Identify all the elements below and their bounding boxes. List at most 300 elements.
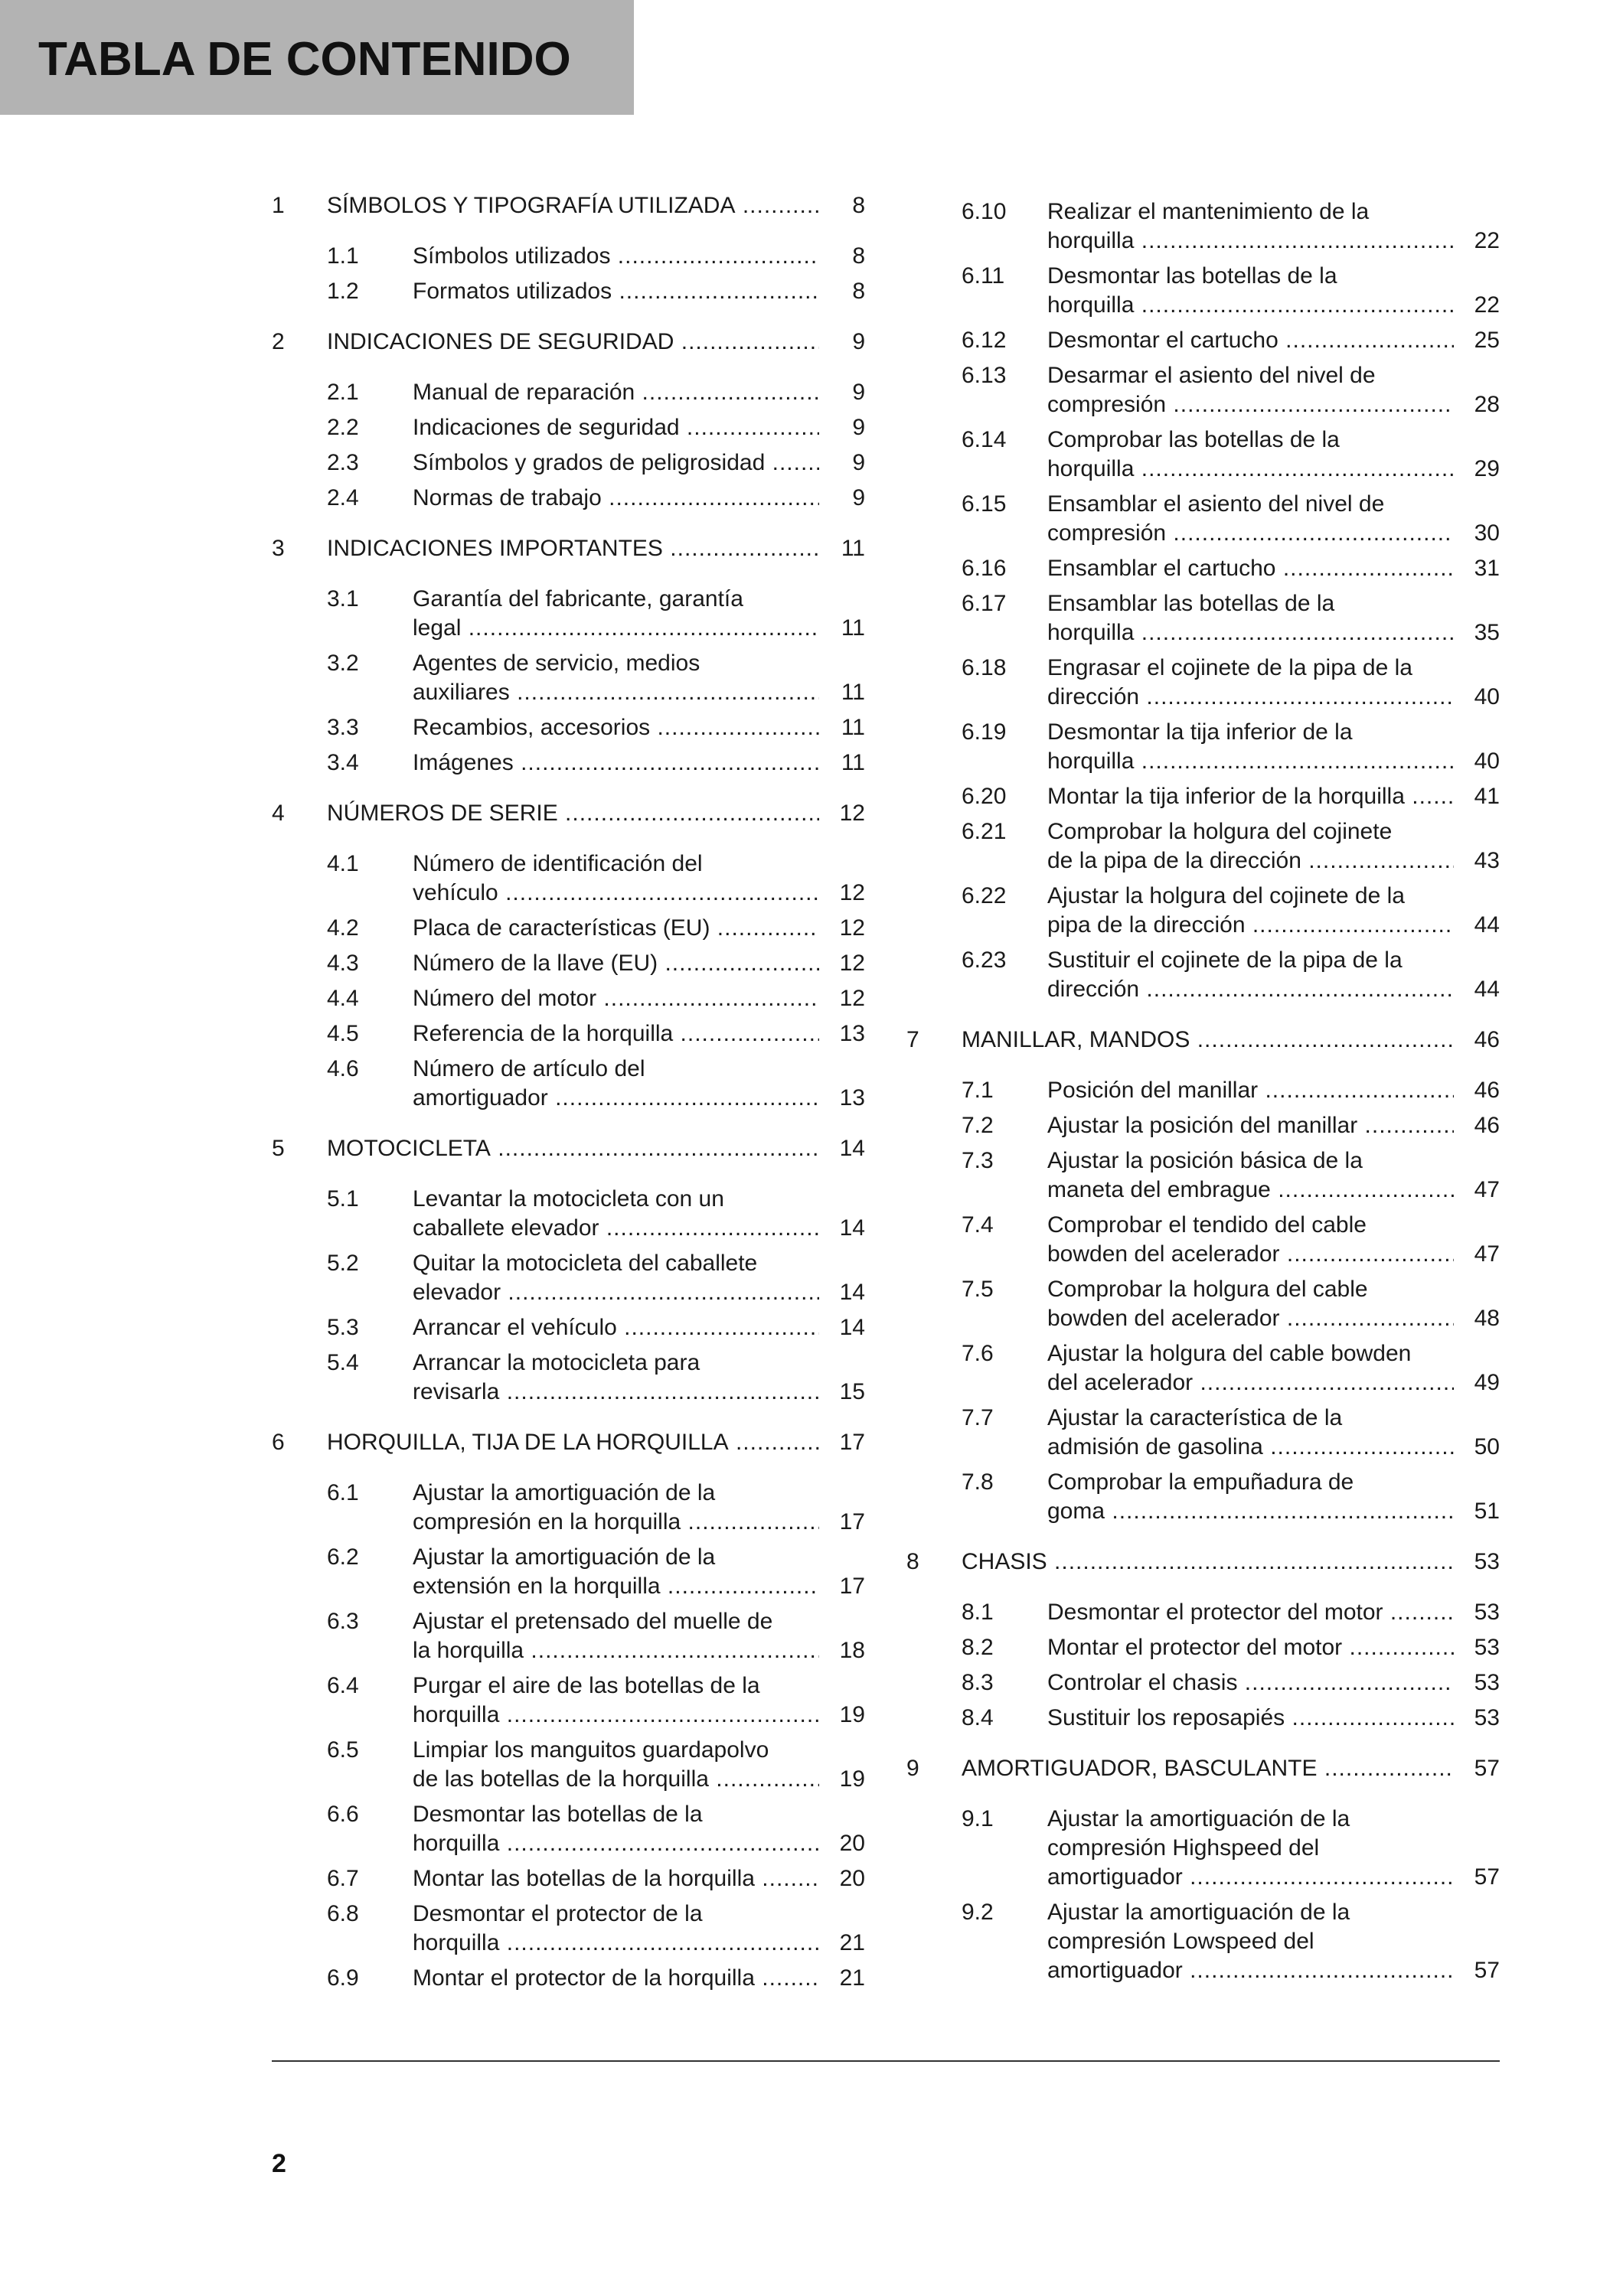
- toc-entry-number: 2.3: [327, 450, 359, 475]
- toc-section-entry[interactable]: [272, 585, 865, 643]
- toc-entry-title-line: INDICACIONES IMPORTANTES .....: [327, 534, 819, 563]
- toc-entry-page: 8: [844, 277, 865, 306]
- toc-entry-title: [413, 1671, 865, 1730]
- toc-entry-page: 8: [844, 242, 865, 271]
- toc-section-entry[interactable]: [906, 817, 1500, 876]
- toc-entry-number: 6.23: [962, 947, 1007, 973]
- toc-entry-number: 1.1: [327, 243, 359, 269]
- toc-entry-title: [413, 1313, 865, 1342]
- toc-entry-number: 4.1: [327, 851, 359, 876]
- toc-entry-title: [413, 649, 865, 707]
- toc-entry-title: [962, 1754, 1500, 1783]
- toc-entry-number: 7.6: [962, 1341, 994, 1366]
- toc-entry-title-line: Manual de reparación .....: [413, 378, 819, 407]
- toc-entry-title-line: Quitar la motocicleta del caballete: [413, 1251, 758, 1276]
- toc-chapter-entry[interactable]: [272, 534, 865, 563]
- toc-entry-number: 8.4: [962, 1705, 994, 1730]
- toc-entry-title-line: Ensamblar las botellas de la: [1047, 591, 1335, 616]
- toc-section-entry[interactable]: [272, 1671, 865, 1730]
- toc-entry-title-line: horquilla .....: [413, 1701, 819, 1730]
- toc-entry-title: [1047, 1668, 1500, 1698]
- toc-entry-title-line: Indicaciones de seguridad .....: [413, 413, 819, 442]
- toc-entry-page: 9: [844, 413, 865, 442]
- toc-entry-title-line: MANILLAR, MANDOS .....: [962, 1026, 1454, 1055]
- toc-section-entry[interactable]: [272, 713, 865, 742]
- toc-section-entry[interactable]: [272, 914, 865, 943]
- toc-chapter-entry[interactable]: [272, 191, 865, 220]
- toc-entry-page: 47: [1467, 1240, 1500, 1269]
- toc-entry-number: 7.7: [962, 1405, 994, 1430]
- toc-section-entry[interactable]: [272, 1313, 865, 1342]
- toc-entry-page: 51: [1467, 1497, 1500, 1526]
- toc-entry-page: 14: [832, 1313, 865, 1342]
- toc-entry-title-line: Desmontar las botellas de la: [413, 1802, 703, 1827]
- toc-entry-number: 5: [272, 1136, 285, 1161]
- toc-entry-number: 2.2: [327, 415, 359, 440]
- toc-entry-page: 18: [832, 1636, 865, 1665]
- toc-entry-page: 12: [832, 949, 865, 978]
- toc-entry-title: [413, 850, 865, 908]
- toc-entry-page: 13: [832, 1084, 865, 1113]
- toc-entry-title-line: HORQUILLA, TIJA DE LA HORQUILLA .....: [327, 1428, 819, 1457]
- toc-entry-number: 3.2: [327, 651, 359, 676]
- toc-entry-title-line: horquilla .....: [1047, 227, 1454, 256]
- toc-entry-title-line: del acelerador .....: [1047, 1368, 1454, 1397]
- toc-section-entry[interactable]: [272, 1864, 865, 1893]
- toc-entry-number: 1.2: [327, 279, 359, 304]
- toc-entry-title-line: compresión .....: [1047, 390, 1454, 419]
- toc-entry-title-line: horquilla .....: [1047, 618, 1454, 647]
- toc-entry-page: 17: [832, 1572, 865, 1601]
- footer-divider: [272, 2060, 1500, 2062]
- toc-entry-title: [1047, 589, 1500, 647]
- toc-entry-number: 6.10: [962, 199, 1007, 224]
- toc-entry-title: [413, 748, 865, 778]
- toc-entry-number: 6.11: [962, 263, 1005, 289]
- toc-entry-page: 40: [1467, 747, 1500, 776]
- toc-entry-title: [1047, 718, 1500, 776]
- toc-entry-page: 14: [832, 1278, 865, 1307]
- toc-entry-title-line: Recambios, accesorios .....: [413, 713, 819, 742]
- toc-entry-page: 53: [1467, 1598, 1500, 1627]
- toc-entry-number: 9.1: [962, 1806, 994, 1831]
- toc-entry-title-line: Ajustar la holgura del cable bowden: [1047, 1341, 1412, 1366]
- toc-entry-title-line: Desarmar el asiento del nivel de: [1047, 363, 1376, 388]
- toc-entry-number: 6.13: [962, 363, 1007, 388]
- toc-entry-title-line: Sustituir el cojinete de la pipa de la: [1047, 947, 1403, 973]
- toc-entry-title-line: Comprobar el tendido del cable: [1047, 1212, 1367, 1238]
- toc-entry-number: 3.3: [327, 715, 359, 740]
- toc-entry-title-line: bowden del acelerador .....: [1047, 1304, 1454, 1333]
- toc-entry-page: 48: [1467, 1304, 1500, 1333]
- toc-section-entry[interactable]: [906, 589, 1500, 647]
- toc-entry-number: 2: [272, 329, 285, 354]
- toc-section-entry[interactable]: [906, 882, 1500, 940]
- toc-entry-title: [1047, 1146, 1500, 1205]
- toc-entry-title: [413, 949, 865, 978]
- toc-entry-page: 21: [832, 1964, 865, 1993]
- toc-section-entry[interactable]: [906, 654, 1500, 712]
- toc-entry-number: 8: [906, 1549, 919, 1574]
- toc-entry-title: [413, 984, 865, 1013]
- toc-entry-page: 17: [832, 1428, 865, 1457]
- toc-entry-title: [1047, 1898, 1500, 1985]
- toc-section-entry[interactable]: [272, 378, 865, 407]
- toc-section-entry[interactable]: [272, 1479, 865, 1537]
- toc-entry-page: 46: [1467, 1026, 1500, 1055]
- toc-section-entry[interactable]: [272, 242, 865, 271]
- toc-section-entry[interactable]: [906, 782, 1500, 811]
- toc-entry-title-line: Comprobar la holgura del cojinete: [1047, 819, 1393, 844]
- toc-entry-title: [1047, 326, 1500, 355]
- toc-entry-page: 20: [832, 1829, 865, 1858]
- toc-entry-page: 25: [1467, 326, 1500, 355]
- toc-entry-number: 4.3: [327, 951, 359, 976]
- toc-entry-title: [1047, 946, 1500, 1004]
- toc-entry-title-line: Arrancar el vehículo .....: [413, 1313, 819, 1342]
- toc-entry-title-line: amortiguador .....: [1047, 1956, 1454, 1985]
- toc-entry-page: 9: [844, 328, 865, 357]
- toc-entry-title-line: de la pipa de la dirección .....: [1047, 846, 1454, 876]
- toc-entry-title-line: Ajustar la característica de la: [1047, 1405, 1343, 1430]
- toc-entry-title: [1047, 197, 1500, 256]
- toc-entry-number: 8.3: [962, 1670, 994, 1695]
- toc-entry-title: [413, 1900, 865, 1958]
- toc-entry-number: 8.1: [962, 1600, 994, 1625]
- toc-entry-title: [1047, 1275, 1500, 1333]
- toc-entry-title-line: dirección .....: [1047, 683, 1454, 712]
- toc-section-entry[interactable]: [272, 1543, 865, 1601]
- toc-section-entry[interactable]: [272, 1607, 865, 1665]
- toc-entry-number: 6.18: [962, 655, 1007, 680]
- toc-entry-title: [413, 484, 865, 513]
- toc-section-entry[interactable]: [906, 554, 1500, 583]
- toc-chapter-entry[interactable]: [272, 1134, 865, 1163]
- toc-entry-title-line: Ajustar el pretensado del muelle de: [413, 1609, 773, 1634]
- toc-section-entry[interactable]: [906, 1468, 1500, 1526]
- toc-entry-page: 31: [1467, 554, 1500, 583]
- toc-entry-title-line: Referencia de la horquilla .....: [413, 1019, 819, 1049]
- toc-section-entry[interactable]: [272, 1800, 865, 1858]
- toc-entry-title: [413, 1479, 865, 1537]
- toc-entry-title-line: Engrasar el cojinete de la pipa de la: [1047, 655, 1412, 680]
- toc-section-entry[interactable]: [906, 1898, 1500, 1985]
- toc-entry-title: [413, 1736, 865, 1794]
- toc-entry-title-line: Ensamblar el asiento del nivel de: [1047, 491, 1385, 517]
- toc-entry-title: [327, 328, 865, 357]
- toc-section-entry[interactable]: [272, 1249, 865, 1307]
- toc-entry-number: 6.22: [962, 883, 1007, 908]
- toc-entry-title: [413, 1800, 865, 1858]
- toc-entry-title: [413, 413, 865, 442]
- toc-entry-title: [327, 191, 865, 220]
- toc-entry-number: 6.15: [962, 491, 1007, 517]
- toc-column-left: [272, 191, 865, 1993]
- toc-entry-title: [413, 378, 865, 407]
- toc-entry-title-line: Montar las botellas de la horquilla .....: [413, 1864, 819, 1893]
- toc-entry-number: 7.1: [962, 1078, 994, 1103]
- toc-chapter-entry[interactable]: [906, 1548, 1500, 1577]
- toc-entry-number: 4.4: [327, 986, 359, 1011]
- toc-entry-number: 6.20: [962, 784, 1007, 809]
- toc-entry-number: 6: [272, 1430, 285, 1455]
- toc-entry-page: 11: [834, 614, 865, 643]
- toc-entry-title-line: compresión Lowspeed del: [1047, 1929, 1314, 1954]
- toc-section-entry[interactable]: [906, 1076, 1500, 1105]
- toc-entry-title-line: Normas de trabajo .....: [413, 484, 819, 513]
- toc-entry-title: [413, 713, 865, 742]
- toc-section-entry[interactable]: [906, 262, 1500, 320]
- toc-entry-number: 7.8: [962, 1469, 994, 1495]
- toc-entry-number: 3.4: [327, 750, 359, 775]
- toc-entry-title-line: horquilla .....: [1047, 747, 1454, 776]
- toc-entry-title-line: legal .....: [413, 614, 819, 643]
- toc-entry-title: [413, 585, 865, 643]
- toc-entry-title-line: Símbolos y grados de peligrosidad .....: [413, 448, 819, 478]
- toc-entry-page: 35: [1467, 618, 1500, 647]
- toc-entry-title-line: Ajustar la amortiguación de la: [1047, 1806, 1350, 1831]
- toc-section-entry[interactable]: [272, 850, 865, 908]
- toc-entry-title: [413, 1019, 865, 1049]
- toc-section-entry[interactable]: [272, 484, 865, 513]
- toc-entry-page: 11: [834, 534, 865, 563]
- toc-entry-page: 53: [1467, 1704, 1500, 1733]
- toc-section-entry[interactable]: [272, 277, 865, 306]
- toc-section-entry[interactable]: [906, 326, 1500, 355]
- toc-entry-title: [327, 1134, 865, 1163]
- toc-entry-page: 57: [1467, 1863, 1500, 1892]
- toc-entry-title: [327, 799, 865, 828]
- toc-entry-number: 6.1: [327, 1480, 359, 1505]
- toc-section-entry[interactable]: [906, 1111, 1500, 1140]
- toc-section-entry[interactable]: [906, 426, 1500, 484]
- toc-entry-title-line: Número del motor .....: [413, 984, 819, 1013]
- toc-entry-title: [1047, 1111, 1500, 1140]
- toc-entry-number: 3.1: [327, 586, 359, 612]
- toc-entry-page: 57: [1467, 1754, 1500, 1783]
- toc-entry-page: 43: [1467, 846, 1500, 876]
- toc-entry-title-line: revisarla .....: [413, 1378, 819, 1407]
- toc-entry-page: 22: [1467, 291, 1500, 320]
- toc-entry-title-line: caballete elevador .....: [413, 1214, 819, 1243]
- toc-section-entry[interactable]: [906, 1704, 1500, 1733]
- page-title: TABLA DE CONTENIDO: [38, 33, 571, 86]
- toc-entry-title-line: INDICACIONES DE SEGURIDAD .....: [327, 328, 819, 357]
- toc-entry-title-line: horquilla .....: [413, 1829, 819, 1858]
- toc-entry-title-line: Levantar la motocicleta con un: [413, 1186, 724, 1212]
- toc-entry-page: 12: [832, 799, 865, 828]
- toc-entry-page: 44: [1467, 911, 1500, 940]
- toc-entry-page: 20: [832, 1864, 865, 1893]
- toc-entry-page: 53: [1467, 1548, 1500, 1577]
- toc-entry-title-line: Placa de características (EU) .....: [413, 914, 819, 943]
- toc-entry-page: 53: [1467, 1633, 1500, 1662]
- toc-entry-title-line: Desmontar la tija inferior de la: [1047, 719, 1353, 745]
- toc-entry-title-line: CHASIS .....: [962, 1548, 1454, 1577]
- toc-entry-page: 15: [832, 1378, 865, 1407]
- toc-entry-title: [1047, 1805, 1500, 1892]
- toc-entry-number: 6.3: [327, 1609, 359, 1634]
- toc-entry-title-line: Ajustar la holgura del cojinete de la: [1047, 883, 1405, 908]
- toc-section-entry[interactable]: [906, 1211, 1500, 1269]
- toc-entry-number: 6.8: [327, 1901, 359, 1926]
- toc-entry-title: [327, 1428, 865, 1457]
- toc-section-entry[interactable]: [906, 490, 1500, 548]
- toc-entry-title-line: horquilla .....: [1047, 291, 1454, 320]
- toc-entry-title-line: goma .....: [1047, 1497, 1454, 1526]
- toc-section-entry[interactable]: [906, 1146, 1500, 1205]
- toc-section-entry[interactable]: [906, 1598, 1500, 1627]
- toc-section-entry[interactable]: [906, 1668, 1500, 1698]
- toc-entry-page: 9: [844, 378, 865, 407]
- toc-entry-title: [1047, 1211, 1500, 1269]
- toc-entry-page: 49: [1467, 1368, 1500, 1397]
- toc-section-entry[interactable]: [272, 448, 865, 478]
- toc-entry-page: 46: [1467, 1076, 1500, 1105]
- toc-entry-title: [1047, 426, 1500, 484]
- toc-entry-title: [1047, 782, 1500, 811]
- toc-section-entry[interactable]: [272, 1736, 865, 1794]
- toc-entry-title-line: Sustituir los reposapiés .....: [1047, 1704, 1454, 1733]
- toc-section-entry[interactable]: [272, 748, 865, 778]
- toc-entry-page: 17: [832, 1508, 865, 1537]
- toc-chapter-entry[interactable]: [272, 328, 865, 357]
- toc-entry-number: 5.1: [327, 1186, 359, 1212]
- toc-section-entry[interactable]: [906, 1339, 1500, 1397]
- toc-entry-page: 13: [832, 1019, 865, 1049]
- toc-entry-title: [413, 1543, 865, 1601]
- toc-entry-title-line: Purgar el aire de las botellas de la: [413, 1673, 760, 1698]
- toc-entry-page: 19: [832, 1701, 865, 1730]
- toc-chapter-entry[interactable]: [272, 799, 865, 828]
- toc-entry-number: 6.12: [962, 328, 1007, 353]
- toc-entry-number: 7.3: [962, 1148, 994, 1173]
- toc-entry-page: 9: [844, 484, 865, 513]
- toc-section-entry[interactable]: [272, 413, 865, 442]
- toc-entry-title: [1047, 654, 1500, 712]
- toc-section-entry[interactable]: [906, 946, 1500, 1004]
- toc-section-entry[interactable]: [272, 1964, 865, 1993]
- toc-entry-page: 57: [1467, 1956, 1500, 1985]
- toc-entry-number: 5.4: [327, 1350, 359, 1375]
- toc-entry-number: 4.6: [327, 1056, 359, 1081]
- toc-section-entry[interactable]: [272, 649, 865, 707]
- toc-entry-number: 2.4: [327, 485, 359, 510]
- toc-entry-title: [1047, 1404, 1500, 1462]
- toc-entry-number: 6.4: [327, 1673, 359, 1698]
- toc-entry-title-line: Desmontar las botellas de la: [1047, 263, 1337, 289]
- toc-entry-page: 11: [834, 678, 865, 707]
- toc-entry-page: 50: [1467, 1433, 1500, 1462]
- toc-section-entry[interactable]: [272, 1900, 865, 1958]
- toc-entry-title-line: bowden del acelerador .....: [1047, 1240, 1454, 1269]
- toc-entry-title-line: amortiguador .....: [1047, 1863, 1454, 1892]
- toc-entry-number: 6.6: [327, 1802, 359, 1827]
- toc-entry-number: 7: [906, 1027, 919, 1052]
- toc-chapter-entry[interactable]: [272, 1428, 865, 1457]
- toc-entry-page: 14: [832, 1134, 865, 1163]
- toc-entry-title-line: elevador .....: [413, 1278, 819, 1307]
- toc-section-entry[interactable]: [906, 718, 1500, 776]
- toc-entry-title: [413, 448, 865, 478]
- toc-entry-number: 6.5: [327, 1737, 359, 1763]
- toc-entry-title-line: Ajustar la amortiguación de la: [413, 1480, 716, 1505]
- toc-entry-title-line: compresión Highspeed del: [1047, 1835, 1320, 1861]
- toc-entry-title: [1047, 1704, 1500, 1733]
- toc-chapter-entry[interactable]: [906, 1754, 1500, 1783]
- toc-entry-title: [1047, 262, 1500, 320]
- toc-section-entry[interactable]: [906, 1805, 1500, 1892]
- toc-entry-title: [962, 1026, 1500, 1055]
- toc-entry-title: [413, 1864, 865, 1893]
- toc-section-entry[interactable]: [906, 361, 1500, 419]
- toc-entry-number: 5.2: [327, 1251, 359, 1276]
- toc-section-entry[interactable]: [906, 1633, 1500, 1662]
- toc-entry-page: 21: [832, 1929, 865, 1958]
- toc-entry-title: [413, 1607, 865, 1665]
- toc-entry-title: [413, 1249, 865, 1307]
- toc-entry-title: [327, 534, 865, 563]
- toc-entry-title: [413, 914, 865, 943]
- toc-entry-title: [413, 1964, 865, 1993]
- toc-section-entry[interactable]: [272, 1185, 865, 1243]
- toc-entry-title-line: Garantía del fabricante, garantía: [413, 586, 743, 612]
- toc-entry-page: 19: [832, 1765, 865, 1794]
- toc-entry-page: 53: [1467, 1668, 1500, 1698]
- toc-entry-number: 6.7: [327, 1866, 359, 1891]
- toc-section-entry[interactable]: [906, 1404, 1500, 1462]
- toc-chapter-entry[interactable]: [906, 1026, 1500, 1055]
- toc-entry-title-line: Comprobar la holgura del cable: [1047, 1277, 1368, 1302]
- toc-entry-title-line: Ajustar la posición del manillar .....: [1047, 1111, 1454, 1140]
- toc-entry-page: 28: [1467, 390, 1500, 419]
- toc-section-entry[interactable]: [272, 1055, 865, 1113]
- toc-entry-page: 11: [834, 713, 865, 742]
- toc-entry-page: 29: [1467, 455, 1500, 484]
- toc-section-entry[interactable]: [906, 197, 1500, 256]
- toc-entry-title-line: Número de artículo del: [413, 1056, 645, 1081]
- toc-entry-page: 40: [1467, 683, 1500, 712]
- toc-entry-title-line: Comprobar la empuñadura de: [1047, 1469, 1354, 1495]
- toc-entry-title-line: Ajustar la posición básica de la: [1047, 1148, 1363, 1173]
- toc-entry-page: 41: [1467, 782, 1500, 811]
- toc-entry-title: [1047, 817, 1500, 876]
- toc-entry-title-line: auxiliares .....: [413, 678, 819, 707]
- toc-entry-title-line: SÍMBOLOS Y TIPOGRAFÍA UTILIZADA .....: [327, 191, 819, 220]
- toc-section-entry[interactable]: [272, 1349, 865, 1407]
- toc-entry-title: [1047, 882, 1500, 940]
- toc-entry-title-line: Controlar el chasis .....: [1047, 1668, 1454, 1698]
- toc-entry-title-line: compresión en la horquilla .....: [413, 1508, 819, 1537]
- toc-section-entry[interactable]: [272, 949, 865, 978]
- toc-section-entry[interactable]: [272, 984, 865, 1013]
- toc-entry-title-line: Desmontar el protector del motor .....: [1047, 1598, 1454, 1627]
- toc-entry-number: 2.1: [327, 380, 359, 405]
- toc-column-right: [906, 191, 1500, 1985]
- toc-entry-title-line: dirección .....: [1047, 975, 1454, 1004]
- toc-entry-title: [1047, 1076, 1500, 1105]
- toc-entry-title: [1047, 361, 1500, 419]
- toc-entry-title: [1047, 1468, 1500, 1526]
- toc-entry-page: 30: [1467, 519, 1500, 548]
- toc-entry-title-line: Desmontar el cartucho .....: [1047, 326, 1454, 355]
- toc-section-entry[interactable]: [272, 1019, 865, 1049]
- toc-entry-title-line: extensión en la horquilla .....: [413, 1572, 819, 1601]
- toc-entry-title-line: la horquilla .....: [413, 1636, 819, 1665]
- toc-entry-title-line: Arrancar la motocicleta para: [413, 1350, 700, 1375]
- toc-entry-number: 4.2: [327, 915, 359, 941]
- toc-section-entry[interactable]: [906, 1275, 1500, 1333]
